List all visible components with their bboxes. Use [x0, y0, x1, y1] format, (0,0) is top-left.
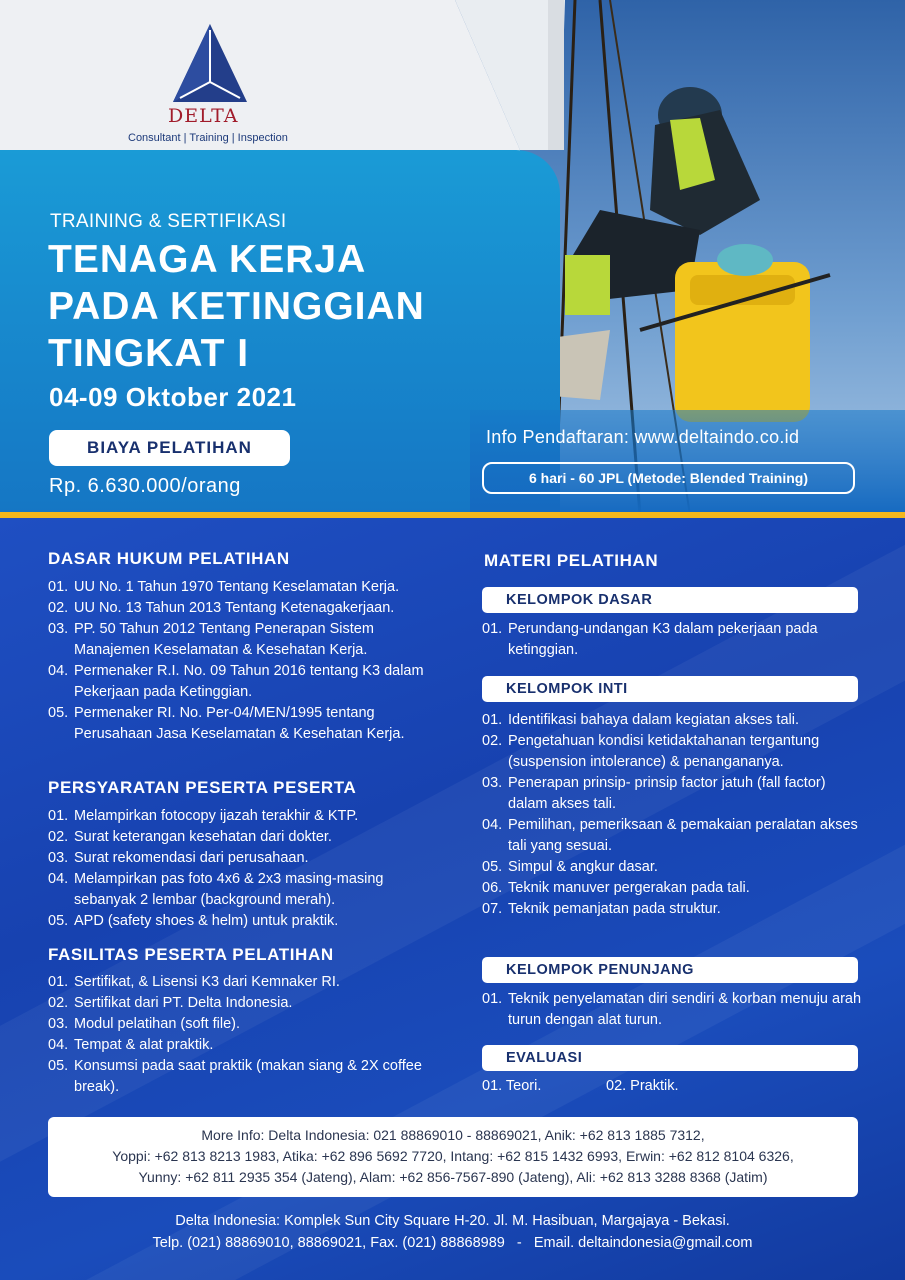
list-item: 04. Permenaker R.I. No. 09 Tahun 2016 tentang K3 dalam Pekerjaan pada Ketinggian. [48, 663, 424, 700]
duration-badge: 6 hari - 60 JPL (Metode: Blended Training) [482, 462, 855, 494]
list-item: 07. Teknik pemanjatan pada struktur. [482, 901, 721, 917]
evaluasi-item-praktik: 02. Praktik. [606, 1078, 679, 1094]
list-item: 06. Teknik manuver pergerakan pada tali. [482, 880, 750, 896]
delta-logo-icon [125, 22, 300, 107]
materi-heading: MATERI PELATIHAN [484, 551, 659, 570]
list-item: 01. Melampirkan fotocopy ijazah terakhir & KTP. [48, 808, 359, 824]
footer-phone-email: Telp. (021) 88869010, 88869021, Fax. (021) 88868989 - Email. deltaindonesia@gmail.com [152, 1235, 753, 1251]
list-item: 01. Sertifikat, & Lisensi K3 dari Kemnaker RI. [48, 974, 340, 990]
kelompok-penunjang-bar: KELOMPOK PENUNJANG [482, 957, 858, 983]
list-item: 01. Teknik penyelamatan diri sendiri & korban menuju arah turun dengan alat turun. [482, 991, 862, 1028]
hero-date: 04-09 Oktober 2021 [49, 382, 297, 412]
logo-name: DELTA [168, 105, 239, 127]
list-item: 03. Penerapan prinsip- prinsip factor jatuh (fall factor) dalam akses tali. [482, 775, 826, 812]
dasar-hukum-list [48, 577, 430, 745]
contact-line-3: Yunny: +62 811 2935 354 (Jateng), Alam: +62 856-7567-890 (Jateng), Ali: +62 813 3288 8368 (Jatim) [138, 1169, 768, 1185]
dasar-hukum-heading: DASAR HUKUM PELATIHAN [48, 549, 290, 568]
kelompok-inti-list [482, 710, 862, 920]
logo-tagline: Consultant | Training | Inspection [128, 132, 288, 144]
list-item: 02. UU No. 13 Tahun 2013 Tentang Ketenagakerjaan. [48, 600, 395, 616]
kelompok-dasar-list [482, 619, 862, 661]
list-item: 05. Permenaker RI. No. Per-04/MEN/1995 tentang Perusahaan Jasa Keselamatan & Kesehatan Kerja. [48, 705, 405, 742]
list-item: 05. Konsumsi pada saat praktik (makan siang & 2X coffee break). [48, 1058, 422, 1095]
list-item: 03. Modul pelatihan (soft file). [48, 1016, 241, 1032]
list-item: 05. APD (safety shoes & helm) untuk praktik. [48, 913, 339, 929]
hero-title-line-3: TINGKAT I [48, 332, 250, 375]
contact-box [48, 1117, 858, 1197]
evaluasi-items [482, 1078, 679, 1094]
list-item: 02. Surat keterangan kesehatan dari dokter. [48, 829, 332, 845]
registration-info[interactable]: Info Pendaftaran: www.deltaindo.co.id [486, 427, 800, 447]
fasilitas-list [48, 972, 430, 1098]
list-item: 01. UU No. 1 Tahun 1970 Tentang Keselamatan Kerja. [48, 579, 400, 595]
list-item: 01. Identifikasi bahaya dalam kegiatan akses tali. [482, 712, 799, 728]
evaluasi-bar: EVALUASI [482, 1045, 858, 1071]
kelompok-penunjang-list [482, 989, 862, 1031]
fasilitas-heading: FASILITAS PESERTA PELATIHAN [48, 945, 334, 964]
evaluasi-item-teori: 01. Teori. [482, 1078, 542, 1094]
list-item: 05. Simpul & angkur dasar. [482, 859, 658, 875]
contact-line-1: More Info: Delta Indonesia: 021 88869010 - 88869021, Anik: +62 813 1885 7312, [201, 1127, 705, 1143]
contact-line-2: Yoppi: +62 813 8213 1983, Atika: +62 896 5692 7720, Intang: +62 815 1432 6993, Erwin: +62 812 8104 6326, [112, 1148, 794, 1164]
list-item: 04. Pemilihan, pemeriksaan & pemakaian peralatan akses tali yang sesuai. [482, 817, 858, 854]
kelompok-inti-bar: KELOMPOK INTI [482, 676, 858, 702]
list-item: 02. Pengetahuan kondisi ketidaktahanan tergantung (suspension intolerance) & penangananya. [482, 733, 820, 770]
list-item: 03. Surat rekomendasi dari perusahaan. [48, 850, 309, 866]
hero-section [0, 0, 905, 515]
list-item: 02. Sertifikat dari PT. Delta Indonesia. [48, 995, 293, 1011]
kelompok-dasar-bar: KELOMPOK DASAR [482, 587, 858, 613]
list-item: 03. PP. 50 Tahun 2012 Tentang Penerapan Sistem Manajemen Keselamatan & Kesehatan Kerja. [48, 621, 374, 658]
list-item: 01. Perundang-undangan K3 dalam pekerjaan pada ketinggian. [482, 621, 818, 658]
hero-title-line-2: PADA KETINGGIAN [48, 285, 425, 328]
persyaratan-heading: PERSYARATAN PESERTA PESERTA [48, 778, 357, 797]
list-item: 04. Tempat & alat praktik. [48, 1037, 214, 1053]
hero-subtitle: TRAINING & SERTIFIKASI [50, 211, 287, 232]
list-item: 04. Melampirkan pas foto 4x6 & 2x3 masing-masing sebanyak 2 lembar (background merah). [48, 871, 384, 908]
fee-label-badge: BIAYA PELATIHAN [49, 430, 290, 466]
fee-price: Rp. 6.630.000/orang [49, 475, 241, 497]
hero-title-line-1: TENAGA KERJA [48, 238, 367, 281]
footer-address: Delta Indonesia: Komplek Sun City Square H-20. Jl. M. Hasibuan, Margajaya - Bekasi. [175, 1213, 730, 1229]
persyaratan-list [48, 806, 430, 932]
